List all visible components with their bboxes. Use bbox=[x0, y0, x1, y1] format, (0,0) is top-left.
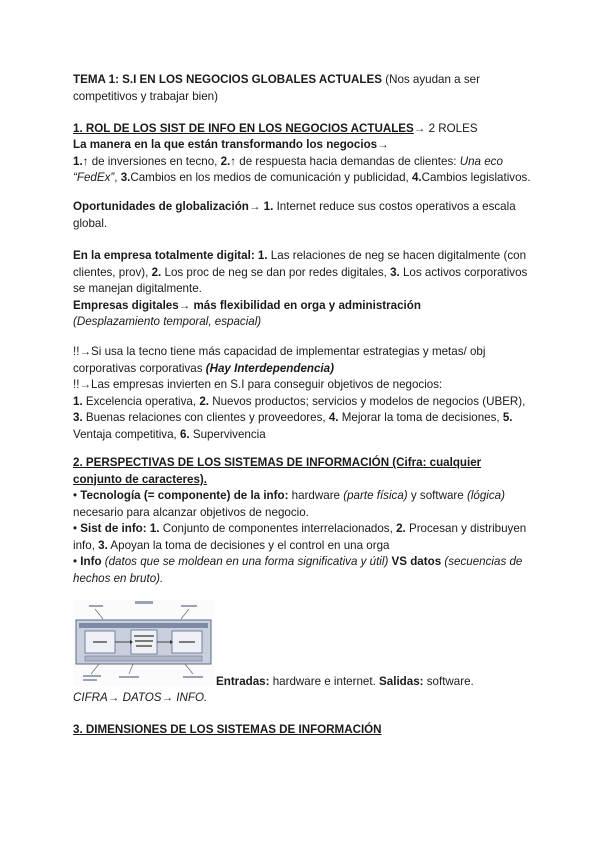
manera-paragraph bbox=[73, 137, 533, 187]
tema-title-block bbox=[73, 72, 533, 105]
cifra-text: CIFRA→ DATOS→ INFO. bbox=[73, 691, 208, 704]
num: 1. bbox=[73, 394, 83, 408]
entradas-salidas-caption bbox=[216, 674, 536, 691]
diagram-svg bbox=[73, 600, 214, 686]
empresa-digital-paragraph bbox=[73, 248, 533, 331]
datos-title: VS datos bbox=[388, 555, 442, 568]
text: !!→Si usa la tecno tiene más capacidad de implementar estrategias y metas/ obj corporativas corporativas bbox=[73, 345, 486, 375]
oportunidades-text: Internet reduce sus costos operativos a escala global. bbox=[73, 200, 516, 230]
section-2-heading: 2. PERSPECTIVAS DE LOS SISTEMAS DE INFORMACIÓN (Cifra: cualquier conjunto de caracteres). bbox=[73, 456, 482, 486]
text: Una eco “FedEx” bbox=[73, 154, 503, 184]
tecnologia-title: Tecnología (= componente) de la info: bbox=[80, 489, 289, 502]
text: necesario para alcanzar objetivos de negocio. bbox=[73, 505, 309, 519]
num: 3. bbox=[120, 171, 131, 184]
text: y software bbox=[407, 489, 467, 502]
sist-info-title: Sist de info: 1. bbox=[80, 522, 160, 535]
num: 5. bbox=[502, 411, 513, 424]
text: (secuencias de hechos en bruto). bbox=[73, 555, 523, 585]
text: ↑ de inversiones en tecno, bbox=[82, 154, 221, 168]
text: Los activos corporativos se manejan digitalmente. bbox=[73, 265, 528, 295]
text: Supervivencia bbox=[189, 427, 266, 441]
num: 4. bbox=[411, 171, 422, 184]
text: Conjunto de componentes interrelacionados, bbox=[159, 522, 397, 535]
text: !!→Las empresas invierten en S.I para conseguir objetivos de negocios: bbox=[73, 378, 443, 391]
text: Excelencia operativa, bbox=[82, 394, 200, 408]
bullet: • bbox=[73, 522, 81, 535]
entradas-title: Entradas: bbox=[216, 675, 270, 688]
text: software. bbox=[423, 675, 474, 688]
text: ↑ de respuesta hacia demandas de clientes: bbox=[230, 154, 460, 168]
interdependencia-paragraph bbox=[73, 344, 533, 443]
section-1-heading-block bbox=[73, 121, 533, 138]
oportunidades-title: Oportunidades de globalización→ 1. bbox=[73, 200, 274, 213]
information-system-diagram bbox=[73, 600, 214, 686]
section-2-block bbox=[73, 455, 533, 587]
text: Ventaja competitiva, bbox=[73, 427, 180, 441]
num: 3. bbox=[98, 538, 108, 552]
empresas-digitales-note: (Desplazamiento temporal, espacial) bbox=[73, 315, 262, 328]
text: Procesan y distribuyen info, bbox=[73, 522, 527, 552]
text: Cambios en los medios de comunicación y publicidad, bbox=[130, 171, 412, 184]
section-3-heading: 3. DIMENSIONES DE LOS SISTEMAS DE INFORMACIÓN bbox=[73, 723, 382, 736]
text: Buenas relaciones con clientes y proveedores, bbox=[82, 411, 329, 424]
text: (parte física) bbox=[343, 489, 408, 502]
text: (datos que se moldean en una forma significativa y útil) bbox=[101, 555, 389, 568]
text: Las relaciones de neg se hacen digitalmente (con clientes, prov), bbox=[73, 249, 527, 279]
num: 2. bbox=[151, 265, 162, 279]
manera-title: La manera en la que están transformando los negocios→ bbox=[73, 138, 389, 151]
num: 2. bbox=[199, 394, 209, 408]
cifra-line bbox=[73, 690, 393, 707]
section-1-heading: 1. ROL DE LOS SIST DE INFO EN LOS NEGOCIOS ACTUALES bbox=[73, 122, 414, 135]
section-3-block bbox=[73, 722, 533, 739]
bullet: • bbox=[73, 555, 81, 568]
text: , bbox=[114, 171, 121, 184]
tema-title: TEMA 1: S.I EN LOS NEGOCIOS GLOBALES ACTUALES bbox=[73, 73, 382, 86]
text: hardware bbox=[288, 489, 344, 502]
empresa-digital-title: En la empresa totalmente digital: 1. bbox=[73, 249, 268, 262]
oportunidades-paragraph bbox=[73, 199, 533, 232]
text: Los proc de neg se dan por redes digitales, bbox=[161, 265, 391, 279]
num: 4. bbox=[328, 411, 339, 424]
empresas-digitales-title: Empresas digitales→ más flexibilidad en orga y administración bbox=[73, 298, 421, 312]
bullet: • bbox=[73, 489, 81, 502]
text: Nuevos productos; servicios y modelos de negocios (UBER), bbox=[209, 394, 526, 408]
salidas-title: Salidas: bbox=[379, 675, 424, 688]
num: 6. bbox=[179, 427, 190, 441]
text: Mejorar la toma de decisiones, bbox=[338, 411, 503, 424]
num: 2. bbox=[396, 522, 406, 535]
tema-note: (Nos ayudan a ser competitivos y trabajar bien) bbox=[73, 73, 480, 103]
text: (lógica) bbox=[466, 489, 505, 502]
text: Apoyan la toma de decisiones y el control en una orga bbox=[107, 538, 390, 552]
num: 2. bbox=[220, 154, 231, 168]
num: 3. bbox=[73, 411, 83, 424]
info-title: Info bbox=[80, 555, 102, 568]
num: 1. bbox=[73, 154, 83, 168]
text: Cambios legislativos. bbox=[421, 171, 531, 184]
interdependencia-label: (Hay Interdependencia) bbox=[205, 361, 334, 375]
section-1-heading-tail: → 2 ROLES bbox=[413, 122, 478, 135]
text: hardware e internet. bbox=[269, 675, 380, 688]
num: 3. bbox=[390, 265, 400, 279]
